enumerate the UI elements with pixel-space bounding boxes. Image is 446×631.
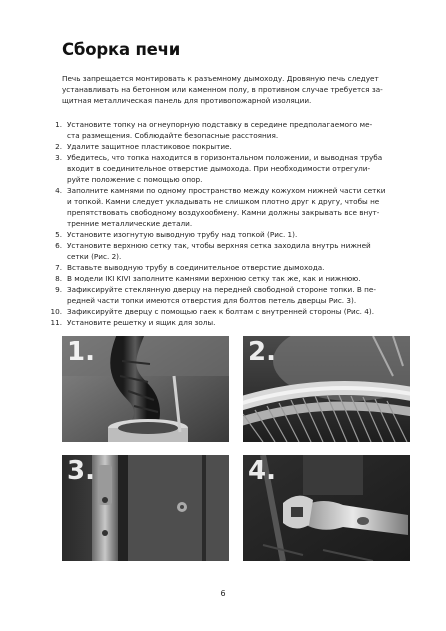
step-text: Зафиксируйте стеклянную дверцу на передней свободной стороне топки. В пе- редней части топки имеются отверстия для болтов петель дверцы Рис. 3). <box>67 285 376 305</box>
step-number: 4. <box>55 186 62 195</box>
list-item <box>46 306 396 317</box>
list-item <box>46 273 396 284</box>
step-text: Установите верхнюю сетку так, чтобы верхняя сетка заходила внутрь нижней сетки (Рис. 2). <box>67 241 371 261</box>
figure-number: 2. <box>248 337 276 367</box>
figure-4-photo <box>243 455 410 561</box>
figure-number: 3. <box>67 456 95 486</box>
step-text: Убедитесь, что топка находится в горизонтальном положении, и выводная труба входит в соединительное отверстие дымохода. При необходимости отрегули- руйте положение с помощью опор. <box>67 153 383 184</box>
step-text: Заполните камнями по одному пространство между кожухом нижней части сетки и топкой. Камни следует укладывать не слишком плотно друг к другу, чтобы не препятствовать свободному воздухообмену. Камни должны закрывать все внут- тренние металлические детали. <box>67 186 386 228</box>
intro-paragraph: Печь запрещается монтировать к разъемному дымоходу. Дровяную печь следует устанавливать на бетонном или каменном полу, в противном случае требуется за-щитная металлическая панель для противопожарной изоляции. <box>62 74 383 105</box>
step-number: 6. <box>55 241 62 250</box>
list-item <box>46 262 396 273</box>
list-item <box>46 229 396 240</box>
step-text: В модели IKI KIVI заполните камнями верхнюю сетку так же, как и нижнюю. <box>67 274 361 283</box>
step-number: 10. <box>50 307 62 316</box>
figure-number: 4. <box>248 456 276 486</box>
figure-3-photo <box>62 455 229 561</box>
page-title: Сборка печи <box>62 40 181 59</box>
list-item <box>46 240 396 262</box>
page-number: 6 <box>220 589 226 598</box>
step-number: 1. <box>55 120 62 129</box>
step-number: 7. <box>55 263 62 272</box>
list-item <box>46 119 396 141</box>
step-number: 2. <box>55 142 62 151</box>
list-item <box>46 152 396 185</box>
step-text: Удалите защитное пластиковое покрытие. <box>67 142 232 151</box>
step-number: 9. <box>55 285 62 294</box>
list-item <box>46 317 396 328</box>
figure-number: 1. <box>67 337 95 367</box>
step-number: 3. <box>55 153 62 162</box>
figure-2-photo <box>243 336 410 442</box>
list-item <box>46 141 396 152</box>
step-text: Установите топку на огнеупорную подставку в середине предполагаемого ме- ста размещения. Соблюдайте безопасные расстояния. <box>67 120 373 140</box>
step-number: 5. <box>55 230 62 239</box>
step-text: Вставьте выводную трубу в соединительное отверстие дымохода. <box>67 263 325 272</box>
step-number: 11. <box>50 318 62 327</box>
step-text: Установите решетку и ящик для золы. <box>67 318 216 327</box>
assembly-steps-list <box>46 119 396 328</box>
step-text: Зафиксируйте дверцу с помощью гаек к болтам с внутренней стороны (Рис. 4). <box>67 307 375 316</box>
step-text: Установите изогнутую выводную трубу над топкой (Рис. 1). <box>67 230 298 239</box>
step-number: 8. <box>55 274 62 283</box>
list-item <box>46 284 396 306</box>
list-item <box>46 185 396 229</box>
figure-1-photo <box>62 336 229 442</box>
